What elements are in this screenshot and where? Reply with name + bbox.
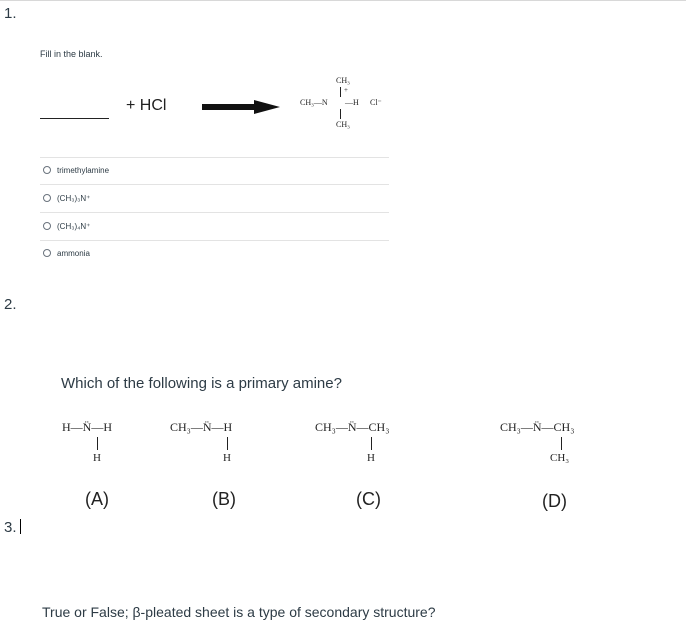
- structure-b-formula: CH₃—N̈—H: [170, 420, 233, 434]
- option-radio-1[interactable]: [43, 166, 51, 174]
- option-radio-2[interactable]: [43, 194, 51, 202]
- product-bottom-bond: [340, 109, 341, 119]
- structure-b-bottom: H: [223, 452, 231, 464]
- product-main-left: CH₃—N: [300, 98, 328, 107]
- question-1-number: 1.: [4, 5, 17, 22]
- question-2-text: Which of the following is a primary amine?: [61, 375, 342, 392]
- text-cursor: [20, 519, 21, 534]
- reactant-hcl: + HCl: [126, 97, 167, 114]
- structure-a-bottom: H: [93, 452, 101, 464]
- option-divider: [40, 157, 389, 158]
- structure-c-bottom: H: [367, 452, 375, 464]
- reaction-arrow-icon: [202, 100, 280, 114]
- structure-c-bond: [371, 437, 372, 450]
- option-divider: [40, 212, 389, 213]
- question-2-number: 2.: [4, 296, 17, 313]
- option-divider: [40, 184, 389, 185]
- option-radio-4[interactable]: [43, 249, 51, 257]
- product-top-methyl: CH₃: [336, 76, 350, 85]
- structure-b-bond: [227, 437, 228, 450]
- product-main-right: —H: [345, 98, 359, 107]
- structure-c-formula: CH₃—N̈—CH₃: [315, 420, 390, 434]
- question-3-text: True or False; β-pleated sheet is a type of secondary structure?: [42, 604, 436, 620]
- product-top-bond: [340, 87, 341, 97]
- option-label-1[interactable]: trimethylamine: [57, 166, 110, 175]
- structure-d-bond: [561, 437, 562, 450]
- top-border: [0, 0, 686, 1]
- structure-b-label: (B): [212, 489, 236, 509]
- option-label-3[interactable]: (CH₃)₄N⁺: [57, 222, 91, 231]
- product-plus-charge: +: [344, 86, 348, 94]
- option-divider: [40, 240, 389, 241]
- product-bottom-methyl: CH₃: [336, 120, 350, 129]
- structure-c-label: (C): [356, 489, 381, 509]
- structure-a-label: (A): [85, 489, 109, 509]
- option-label-2[interactable]: (CH₃)₃N⁺: [57, 194, 91, 203]
- question-1-instruction: Fill in the blank.: [40, 49, 103, 59]
- structure-a-bond: [97, 437, 98, 450]
- product-chloride-anion: Cl⁻: [370, 98, 382, 107]
- structure-d-bottom: CH₃: [550, 452, 570, 464]
- structure-a-formula: H—N̈—H: [62, 420, 112, 434]
- answer-blank-line: [40, 118, 109, 119]
- structure-d-label: (D): [542, 491, 567, 511]
- question-3-number: 3.: [4, 519, 17, 536]
- option-label-4[interactable]: ammonia: [57, 249, 90, 258]
- option-radio-3[interactable]: [43, 222, 51, 230]
- structure-d-formula: CH₃—N̈—CH₃: [500, 420, 575, 434]
